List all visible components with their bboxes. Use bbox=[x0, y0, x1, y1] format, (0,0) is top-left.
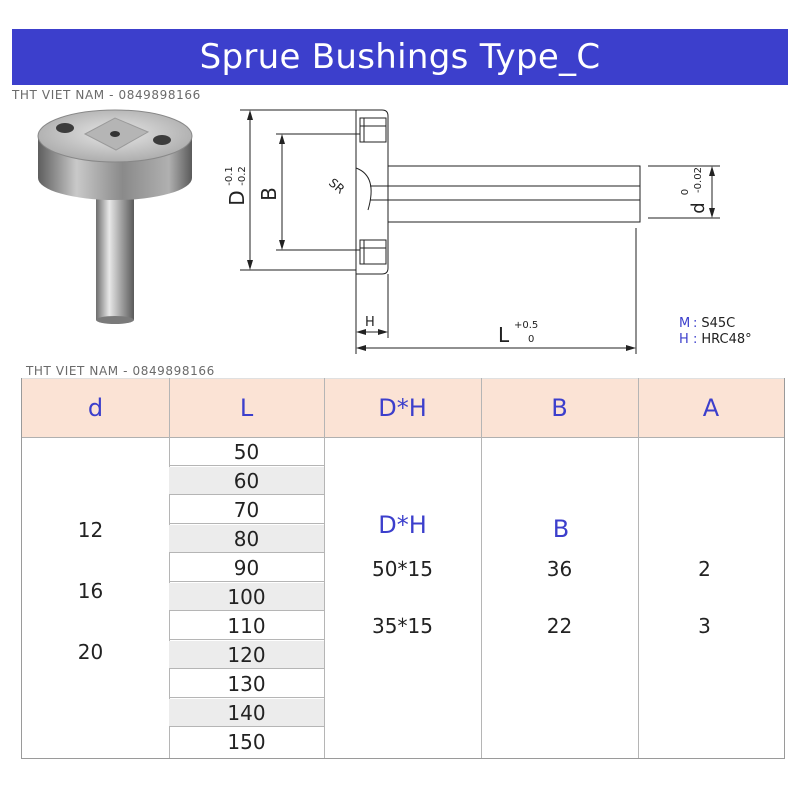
hardness-row: H : HRC48° bbox=[679, 332, 752, 347]
header-B: B bbox=[551, 394, 568, 422]
dh-value: 50*15 bbox=[372, 557, 433, 581]
dim-d-label: d bbox=[688, 202, 709, 214]
dh-value: 35*15 bbox=[372, 614, 433, 638]
title-banner bbox=[12, 29, 788, 85]
l-value-cell: 80 bbox=[169, 525, 324, 553]
d-value: 20 bbox=[77, 640, 104, 664]
hardness-value: HRC48° bbox=[701, 332, 752, 347]
dim-D-tol-bottom: -0.2 bbox=[237, 166, 248, 186]
l-value-cell: 100 bbox=[169, 583, 324, 611]
b-value: 22 bbox=[546, 614, 573, 638]
d-value: 16 bbox=[77, 579, 104, 603]
l-value-cell: 70 bbox=[169, 496, 324, 524]
l-value-cell: 150 bbox=[227, 730, 266, 754]
dim-D-label: D bbox=[225, 190, 249, 206]
product-photo bbox=[30, 100, 200, 326]
b-subheader: B bbox=[552, 515, 570, 543]
dim-L-label: L bbox=[498, 323, 510, 347]
dim-d-tol-top: 0 bbox=[680, 188, 691, 196]
material-row: M : S45C bbox=[679, 316, 736, 331]
l-value-cell: 60 bbox=[169, 467, 324, 495]
header-DH: D*H bbox=[378, 394, 427, 422]
l-value-cell: 50 bbox=[169, 438, 324, 466]
material-key: M bbox=[679, 316, 691, 331]
dim-L-tol-top: +0.5 bbox=[514, 320, 539, 331]
material-value: S45C bbox=[701, 316, 736, 331]
header-d: d bbox=[87, 394, 104, 422]
dim-H-label: H bbox=[365, 315, 375, 330]
l-value-cell: 90 bbox=[169, 554, 324, 582]
a-value: 3 bbox=[698, 614, 711, 638]
watermark-top: THT VIET NAM - 0849898166 bbox=[12, 88, 201, 102]
header-A: A bbox=[702, 394, 720, 422]
hardness-key: H bbox=[679, 332, 689, 347]
watermark-table: THT VIET NAM - 0849898166 bbox=[26, 364, 215, 378]
dim-B-label: B bbox=[257, 187, 281, 201]
l-value-cell: 110 bbox=[169, 612, 324, 640]
b-value: 36 bbox=[546, 557, 573, 581]
header-L: L bbox=[239, 394, 254, 422]
l-value-cell: 120 bbox=[169, 641, 324, 669]
dim-L-tol-bottom: 0 bbox=[528, 334, 535, 345]
table-header bbox=[22, 378, 784, 438]
spec-table bbox=[21, 378, 785, 759]
material-spec bbox=[679, 316, 752, 348]
a-value: 2 bbox=[698, 557, 711, 581]
l-value-cell: 140 bbox=[169, 699, 324, 727]
page-title: Sprue Bushings Type_C bbox=[199, 37, 601, 77]
dim-SR-label: SR bbox=[326, 175, 348, 197]
l-value-cell: 130 bbox=[169, 670, 324, 698]
dim-d-tol-bottom: -0.02 bbox=[693, 167, 704, 193]
dim-D-tol-top: -0.1 bbox=[224, 166, 235, 186]
d-value: 12 bbox=[77, 518, 104, 542]
dh-subheader: D*H bbox=[378, 511, 427, 539]
